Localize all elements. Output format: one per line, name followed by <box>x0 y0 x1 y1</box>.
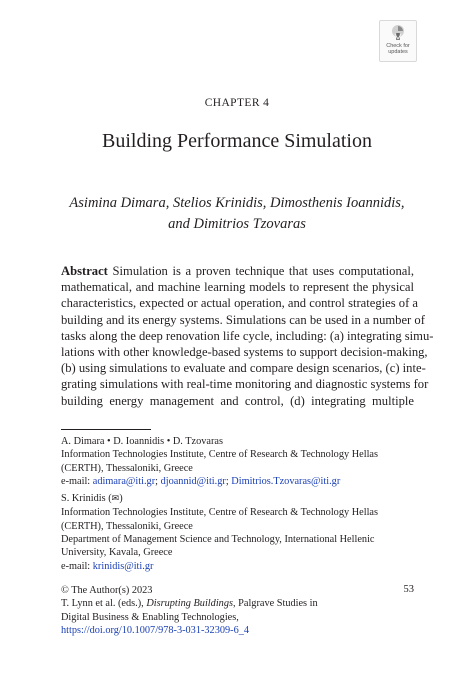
copyright-footer <box>61 584 415 637</box>
abstract-line: lations with other knowledge-based systems to support decision-making, <box>61 345 428 360</box>
email-link-tzovaras[interactable]: Dimitrios.Tzovaras@iti.gr <box>231 475 341 487</box>
copyright-line: © The Author(s) 2023 <box>61 585 153 596</box>
chapter-label: CHAPTER 4 <box>204 97 270 109</box>
page-number: 53 <box>403 584 414 595</box>
affiliation-institute-line1: Information Technologies Institute, Centre of Research & Technology Hellas <box>61 449 379 461</box>
email-separator: ; <box>225 475 232 487</box>
department-line2: University, Kavala, Greece <box>61 547 173 559</box>
corresponding-author-name: S. Krinidis ( <box>61 493 112 504</box>
author-line-1: Asimina Dimara, Stelios Krinidis, Dimosthenis Ioannidis, <box>69 195 405 211</box>
abstract-line: building and its energy systems. Simulations can be used in a number of <box>61 312 425 327</box>
crossmark-icon <box>390 24 406 42</box>
abstract-line-0-text: Simulation is a proven technique that uses computational, <box>107 264 414 278</box>
affiliation-institute-line1: Information Technologies Institute, Centre of Research & Technology Hellas <box>61 507 379 519</box>
email-link-adimara[interactable]: adimara@iti.gr <box>92 475 156 487</box>
affiliation-institute-line2: (CERTH), Thessaloniki, Greece <box>61 462 193 474</box>
affiliation-names: A. Dimara • D. Ioannidis • D. Tzovaras <box>61 436 224 447</box>
citation-prefix: T. Lynn et al. (eds.), <box>61 598 147 610</box>
affiliation-emails <box>61 475 421 488</box>
book-title: Disrupting Buildings <box>146 598 233 610</box>
affiliation-group-3 <box>61 533 421 573</box>
email-link-krinidis[interactable]: krinidis@iti.gr <box>92 560 154 572</box>
author-list <box>40 193 434 235</box>
email-label: e-mail: <box>61 560 93 572</box>
affiliation-institute-line2: (CERTH), Thessaloniki, Greece <box>61 520 193 532</box>
email-separator: ; <box>155 475 161 487</box>
abstract-line: mathematical, and machine learning models to represent the physical <box>61 280 414 295</box>
badge-label-line2: updates <box>388 49 408 55</box>
abstract-line: tasks along the deep renovation life cycle, including: (a) integrating simu- <box>61 328 434 343</box>
author-line-2: and Dimitrios Tzovaras <box>168 216 306 232</box>
corresponding-author-close: ) <box>119 493 123 504</box>
abstract-line: building energy management and control, (d) integrating multiple <box>61 393 414 408</box>
email-link-djoannid[interactable]: djoannid@iti.gr <box>160 475 226 487</box>
corresponding-author <box>61 492 421 506</box>
affiliation-email <box>61 560 421 573</box>
abstract-line: grating simulations with real-time monitoring and diagnostic systems for <box>61 377 429 392</box>
abstract-line: characteristics, expected or actual operation, and control strategies of a <box>61 296 419 311</box>
email-label: e-mail: <box>61 475 93 487</box>
check-for-updates-badge[interactable] <box>379 20 417 62</box>
doi-link[interactable]: https://doi.org/10.1007/978-3-031-32309-6_4 <box>61 624 250 636</box>
citation-line <box>61 597 415 610</box>
abstract-label: Abstract <box>61 264 108 278</box>
affiliation-group-1 <box>61 435 421 488</box>
series-line: Digital Business & Enabling Technologies, <box>61 611 239 623</box>
abstract-line <box>61 263 414 279</box>
envelope-icon: ✉ <box>111 494 120 504</box>
department-line1: Department of Management Science and Technology, International Hellenic <box>61 534 375 545</box>
citation-suffix: , Palgrave Studies in <box>233 598 318 610</box>
doi-line <box>61 624 415 637</box>
abstract-line: (b) using simulations to evaluate and compare design scenarios, (c) inte- <box>61 361 426 376</box>
badge-label-line1: Check for <box>386 43 410 49</box>
footnote-divider <box>61 429 151 430</box>
chapter-title: Building Performance Simulation <box>102 130 372 152</box>
abstract-block <box>61 263 434 409</box>
affiliation-group-2 <box>61 492 421 533</box>
